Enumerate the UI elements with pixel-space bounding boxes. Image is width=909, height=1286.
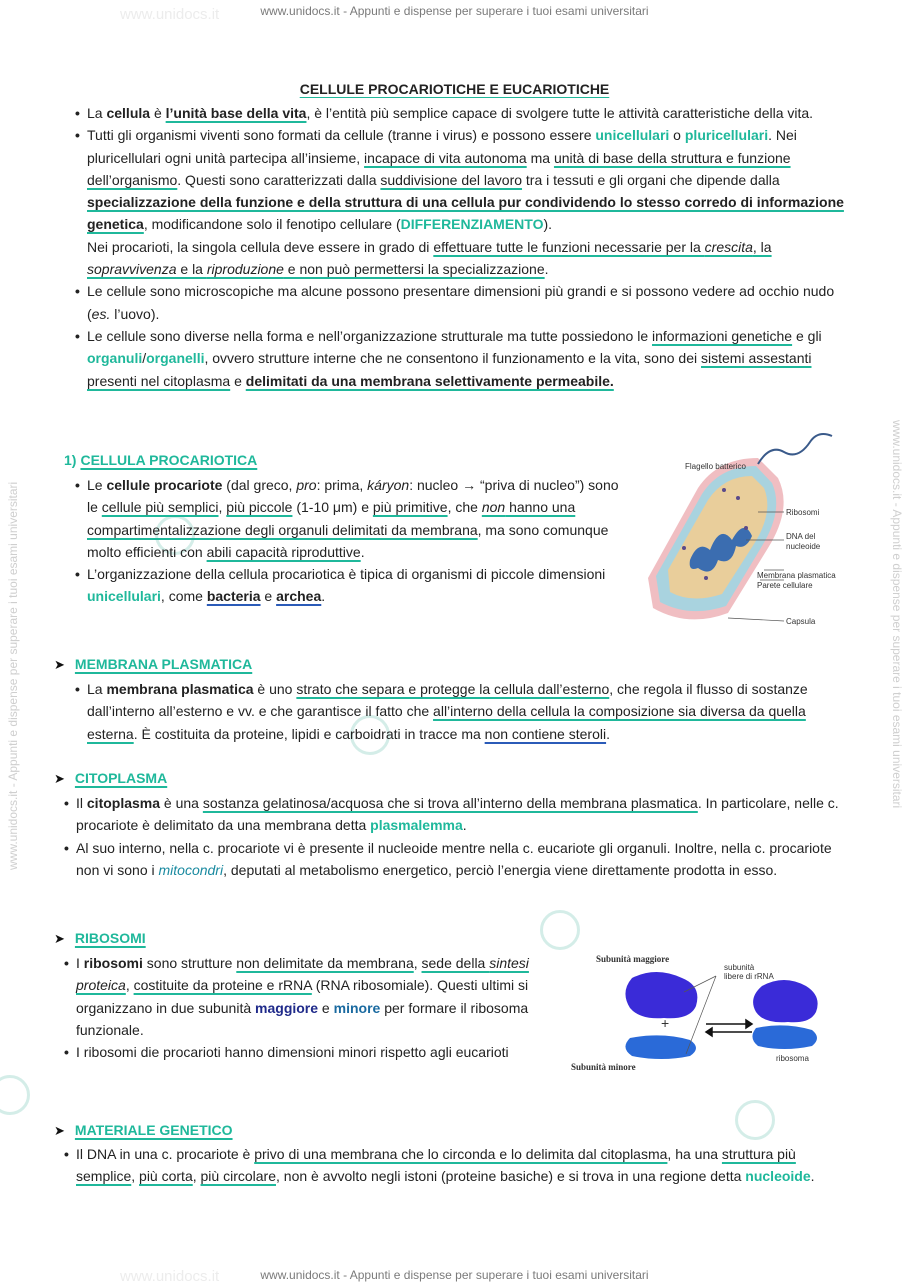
ribosomi-section — [64, 952, 544, 1063]
arrow-bullet-icon: ➤ — [54, 931, 65, 946]
label-ribosoma: ribosoma — [776, 1054, 809, 1063]
arrow-bullet-icon: ➤ — [54, 1123, 65, 1138]
procariotica-section — [75, 474, 620, 608]
intro-bullet-organismi: • Tutti gli organismi viventi sono formati da cellule (tranne i virus) e possono essere unicellulari o pluricellulari. Nei pluricellulari ogni unità partecipa all’insieme, incapace di vita autonoma ma unità di base della struttura e funzione dell’organismo. Questi sono caratterizzati dalla suddivisione del lavoro tra i tessuti e gli organi che dipende dalla specializzazione della funzione e della struttura di una cellula pur condividendo lo stesso corredo di informazione genetica, modificandone solo il fenotipo cellulare (DIFFERENZIAMENTO). Nei procarioti, la singola cellula deve essere in grado di effettuare tutte le funzioni necessarie per la crescita, la sopravvivenza e la riproduzione e non può permettersi la specializzazione. — [75, 124, 845, 280]
materiale-section — [64, 1143, 844, 1188]
equilibrium-arrows-icon — [706, 1020, 752, 1036]
membrana-bullet: • La membrana plasmatica è uno strato che separa e protegge la cellula dall’esterno, che regola il flusso di sostanze dall’interno all’esterno e vv. e che garantisce il fatto che all’interno della cellula la composizione sia diversa da quella esterna. È costituita da proteine, lipidi e carboidrati in tracce ma non contiene steroli. — [75, 678, 845, 745]
heading-citoplasma: ➤ CITOPLASMA — [54, 770, 168, 786]
intro-bullet-cellula: • La cellula è l’unità base della vita, è l’entità più semplice capace di svolgere tutte le attività caratteristiche della vita. — [75, 102, 845, 124]
large-subunit-right-shape — [753, 980, 818, 1022]
citoplasma-section — [64, 792, 844, 881]
ribosomi-bullet-dimensioni: • I ribosomi die procarioti hanno dimensioni minori rispetto agli eucarioti — [64, 1041, 544, 1063]
arrow-bullet-icon: ➤ — [54, 657, 65, 672]
watermark-logo — [540, 910, 580, 950]
small-subunit-right-shape — [752, 1025, 817, 1049]
side-watermark-right: www.unidocs.it - Appunti e dispense per superare i tuoi esami universitari — [890, 420, 904, 809]
procariotica-bullet-organizzazione: • L’organizzazione della cellula procariotica è tipica di organismi di piccole dimensioni unicellulari, come bacteria e archea. — [75, 563, 620, 608]
arrow-bullet-icon: ➤ — [54, 771, 65, 786]
heading-ribosomi: ➤ RIBOSOMI — [54, 930, 146, 946]
label-parete: Parete cellulare — [757, 581, 813, 590]
label-membrana: Membrana plasmatica — [757, 571, 836, 580]
small-subunit-left-shape — [625, 1035, 696, 1059]
watermark-top: www.unidocs.it — [120, 6, 220, 23]
heading-materiale-genetico: ➤ MATERIALE GENETICO — [54, 1122, 233, 1138]
heading-cellula-procariotica: 1) CELLULA PROCARIOTICA — [64, 452, 258, 468]
intro-bullet-microscopiche: • Le cellule sono microscopiche ma alcune possono presentare dimensioni più grandi e si possono vedere ad occhio nudo (es. l’uovo). — [75, 280, 845, 325]
side-watermark-left: www.unidocs.it - Appunti e dispense per superare i tuoi esami universitari — [6, 481, 20, 870]
label-dna: DNA del — [786, 532, 816, 541]
label-ribosomi: Ribosomi — [786, 508, 820, 517]
large-subunit-left-shape — [625, 972, 697, 1018]
ribosome-figure — [566, 948, 846, 1078]
page-title: CELLULE PROCARIOTICHE E EUCARIOTICHE — [299, 81, 610, 97]
membrana-section — [75, 678, 845, 745]
label-subunita-minore: Subunità minore — [571, 1062, 636, 1072]
watermark-logo — [735, 1100, 775, 1140]
plus-sign: + — [661, 1015, 670, 1031]
intro-section — [75, 102, 845, 392]
page-footer: www.unidocs.it - Appunti e dispense per superare i tuoi esami universitari — [260, 1268, 649, 1282]
materiale-bullet: • Il DNA in una c. procariote è privo di una membrana che lo circonda e lo delimita dal citoplasma, ha una struttura più semplice, più corta, più circolare, non è avvolto negli istoni (proteine basiche) e si trova in una regione detta nucleoide. — [64, 1143, 844, 1188]
procariotica-bullet-definizione: • Le cellule procariote (dal greco, pro: prima, káryon: nucleo → “priva di nucleo”) sono le cellule più semplici, più piccole (1-10 μm) e più primitive, che non hanno una compartimentalizzazione degli organuli delimitati da membrana, ma sono comunque molto efficienti con abili capacità riproduttive. — [75, 474, 620, 563]
ribosomi-bullet-definizione: • I ribosomi sono strutture non delimitate da membrana, sede della sintesi proteica, costituite da proteine e rRNA (RNA ribosomiale). Questi ultimi si organizzano in due subunità maggiore e minore per formare il ribosoma funzionale. — [64, 952, 544, 1041]
flagellum-shape — [758, 434, 832, 464]
intro-bullet-organuli: • Le cellule sono diverse nella forma e nell’organizzazione strutturale ma tutte possiedono le informazioni genetiche e gli organuli/organelli, ovvero strutture interne che ne consentono il funzionamento e la vita, sono dei sistemi assestanti presenti nel citoplasma e delimitati da una membrana selettivamente permeabile. — [75, 325, 845, 392]
watermark-logo — [0, 1075, 30, 1115]
citoplasma-bullet-definizione: • Il citoplasma è una sostanza gelatinosa/acquosa che si trova all’interno della membrana plasmatica. In particolare, nelle c. procariote è delimitato da una membrana detta plasmalemma. — [64, 792, 844, 837]
heading-membrana-plasmatica: ➤ MEMBRANA PLASMATICA — [54, 656, 253, 672]
label-subunita-maggiore: Subunità maggiore — [596, 954, 670, 964]
label-flagello: Flagello batterico — [685, 462, 746, 471]
watermark-bottom: www.unidocs.it — [120, 1268, 220, 1285]
citoplasma-bullet-contenuto: • Al suo interno, nella c. procariote vi è presente il nucleoide mentre nella c. eucariote gli organuli. Inoltre, nella c. procariote non vi sono i mitocondri, deputati al metabolismo energetico, perciò l’energia viene direttamente prodotta in esso. — [64, 837, 844, 882]
label-capsula: Capsula — [786, 617, 816, 626]
prokaryote-cell-figure — [628, 428, 848, 633]
page-header: www.unidocs.it - Appunti e dispense per superare i tuoi esami universitari — [260, 4, 649, 18]
label-subunita: subunità — [724, 963, 755, 972]
label-nucleoide: nucleoide — [786, 542, 821, 551]
label-libere-rrna: libere di rRNA — [724, 972, 774, 981]
